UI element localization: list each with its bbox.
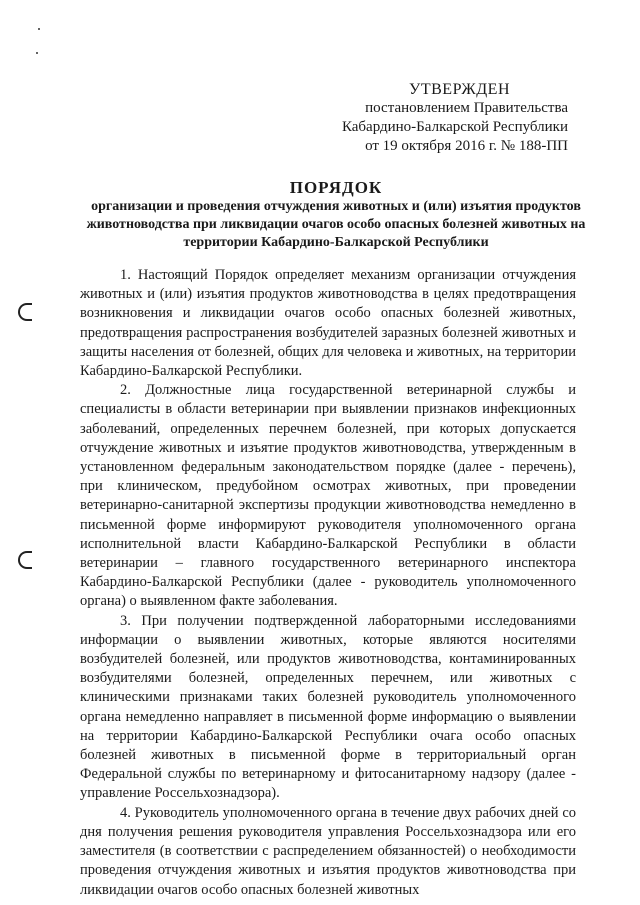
document-title-main: ПОРЯДОК	[289, 178, 383, 197]
paragraph-4: 4. Руководитель уполномоченного органа в течение двух рабочих дней со дня получения решения руководителя управления Россельхознадзора или его заместителя (в соответствии с распределением обязанностей) о необходимости проведения отчуждения животных и изъятия продуктов животноводства при ликвидации очагов особо опасных болезней животных	[80, 804, 576, 898]
approval-line: постановлением Правительства	[365, 100, 568, 116]
paragraph-1: 1. Настоящий Порядок определяет механизм организации отчуждения животных и (или) изъятия продуктов животноводства в целях предотвращения возникновения и ликвидации очагов особо опасных болезней животных, предотвращения распространения возбудителей заразных болезней животных и защиты населения от болезней, общих для человека и животных, на территории Кабардино-Балкарской Республики.	[80, 267, 576, 380]
paragraph-2: 2. Должностные лица государственной ветеринарной службы и специалисты в области ветеринарии при выявлении признаков инфекционных заболеваний, определенных перечнем болезней, при которых допускается отчуждение животных и изъятие продуктов животноводства, утвержденным в установленном федеральным законодательством порядке (далее - перечень), при клиническом, предубойном осмотрах животных, при проведении ветеринарно-санитарной экспертизы продукции животноводства немедленно в письменной форме информируют руководителя уполномоченного органа исполнительной власти Кабардино-Балкарской Республики в области ветеринарии – главного государственного ветеринарного инспектора Кабардино-Балкарской Республики (далее - руководитель уполномоченного органа) о выявленном факте заболевания.	[80, 382, 576, 610]
document-title-subtitle: организации и проведения отчуждения животных и (или) изъятия продуктов животноводства при ликвидации очагов особо опасных болезней животных на территории Кабардино-Балкарской Республики	[86, 199, 586, 250]
approval-heading: УТВЕРЖДЕН	[409, 81, 510, 98]
approval-date: от 19 октября 2016 г. № 188-ПП	[365, 138, 568, 154]
approval-line: Кабардино-Балкарской Республики	[341, 119, 568, 135]
paragraph-3: 3. При получении подтвержденной лабораторными исследованиями информации о выявлении животных, которые являются носителями возбудителей болезней, или продуктов животноводства, контаминированных возбудителями болезней, определенных перечнем, или животных с клиническими признаками таких болезней руководитель уполномоченного органа немедленно направляет в письменной форме информацию о выявлении на территории Кабардино-Балкарской Республики очага особо опасных болезней животных в письменной форме в территориальный орган Федеральной службы по ветеринарному и фитосанитарному надзору (далее - управление Россельхознадзора).	[80, 612, 576, 802]
approval-stamp-block	[328, 80, 568, 156]
scan-speck	[38, 28, 40, 30]
scan-speck	[36, 52, 38, 54]
document-title	[80, 178, 592, 252]
punch-hole-mark	[18, 551, 32, 569]
document-body	[80, 266, 576, 900]
punch-hole-mark	[18, 303, 32, 321]
